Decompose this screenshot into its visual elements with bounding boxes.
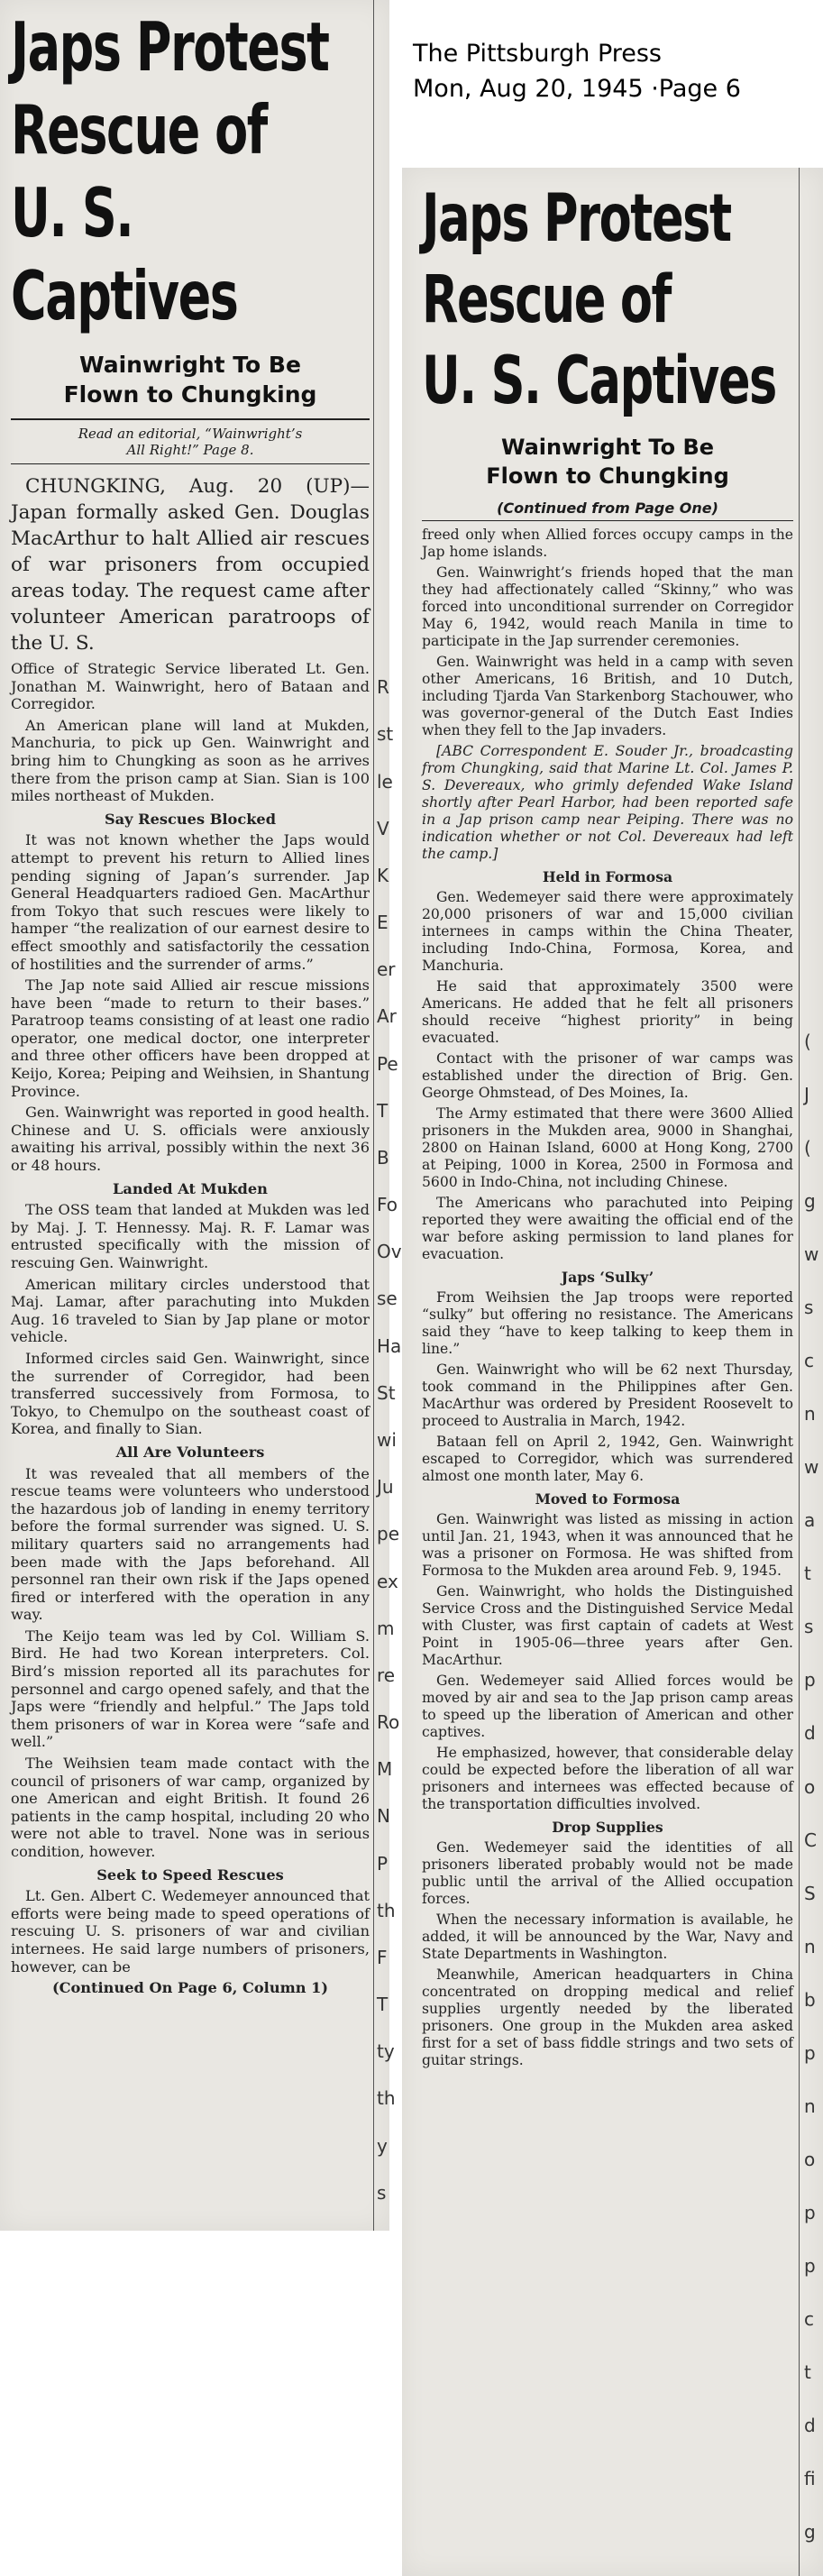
continued-line: (Continued On Page 6, Column 1)	[51, 1979, 329, 1997]
paragraph: Gen. Wainwright’s friends hoped that the man they had affectionately called “Skinny,” who was forced into unconditional surrender on Corregidor May 6, 1942, would reach Manila in time to participate in the Jap surrender ceremonies.	[422, 564, 793, 649]
paragraph: Gen. Wainwright was listed as missing in action until Jan. 21, 1943, when it was announced that he was a prisoner on Formosa. He was shifted from Formosa to the Mukden area around Feb. 9, 1945.	[422, 1511, 793, 1579]
adjacent-column-fragments	[377, 0, 402, 2231]
paragraph: When the necessary information is available, he added, it will be announced by the War, Navy and State Departments in Washington.	[422, 1911, 793, 1962]
cropped-text-fragment: wi	[377, 1429, 397, 1451]
cropped-text-fragment: c	[804, 1350, 814, 1372]
paragraph: An American plane will land at Mukden, Manchuria, to pick up Gen. Wainwright and bring him to Chungking as soon as he arrives there from the prison camp at Sian. Sian is 100 miles northeast of Mukden.	[11, 716, 370, 805]
cropped-text-fragment: (	[804, 1137, 811, 1160]
cropped-text-fragment: pe	[377, 1523, 399, 1545]
headline-line: U. S. Captives	[11, 173, 238, 335]
lead-paragraph	[11, 473, 370, 656]
front-body	[11, 660, 370, 1997]
headline-line: Japs Protest	[422, 180, 731, 257]
cropped-text-fragment: s	[377, 2181, 387, 2204]
cropped-text-fragment: fi	[804, 2467, 816, 2489]
cropped-text-fragment: P	[377, 1852, 389, 1875]
jump-page-clipping	[402, 168, 823, 2576]
cropped-text-fragment: b	[804, 1988, 816, 2011]
cropped-text-fragment: th	[377, 2087, 396, 2110]
subhead: Japs ‘Sulky’	[561, 1269, 654, 1286]
cropped-text-fragment: t	[804, 2361, 811, 2383]
cropped-text-fragment: g	[804, 1190, 816, 1213]
subhead: Landed At Mukden	[113, 1179, 268, 1197]
cropped-text-fragment: o	[804, 2148, 816, 2170]
cropped-text-fragment: Ha	[377, 1334, 402, 1357]
front-page-clipping	[0, 0, 402, 2231]
jump-article	[422, 179, 793, 2073]
lead-text: CHUNGKING, Aug. 20 (UP)—Japan formally asked Gen. Douglas MacArthur to halt Allied air rescues of war prisoners from occupied areas today. The request came after volunteer American paratroops of the U. S.	[11, 475, 370, 655]
editorial-note	[11, 426, 370, 458]
cropped-text-fragment: o	[804, 1775, 816, 1798]
cropped-text-fragment: a	[804, 1509, 816, 1532]
rule	[11, 463, 370, 464]
paragraph: Gen. Wainwright was held in a camp with seven other Americans, 16 British, and 10 Dutch, including Tjarda Van Starkenborg Stachouwer, who was governor-general of the Dutch East Indies when they fell to the Jap invaders.	[422, 654, 793, 738]
cropped-text-fragment: E	[377, 912, 389, 934]
cropped-text-fragment: B	[377, 1146, 389, 1169]
paragraph: The Army estimated that there were 3600 Allied prisoners in the Mukden area, 9000 in Shanghai, 2800 on Hainan Island, 6000 at Hong Kong, 2700 at Peiping, 1000 in Korea, 2500 in Formosa and 5600 in Indo-China, not including Chinese.	[422, 1105, 793, 1190]
paragraph: The Weihsien team made contact with the council of prisoners of war camp, organized by one American and eight British. It found 26 patients in the camp hospital, including 20 who were not able to travel. None was in serious condition, however.	[11, 1755, 370, 1860]
paragraph: Gen. Wedemeyer said Allied forces would be moved by air and sea to the Jap prison camp areas to speed up the liberation of American and other captives.	[422, 1673, 793, 1740]
cropped-text-fragment: K	[377, 864, 389, 886]
paragraph: Bataan fell on April 2, 1942, Gen. Wainwright escaped to Corregidor, which was surrendered almost one month later, May 6.	[422, 1434, 793, 1484]
adjacent-column-fragments	[804, 168, 823, 2576]
cropped-text-fragment: p	[804, 2201, 816, 2223]
deck-line: Flown to Chungking	[486, 463, 729, 489]
paragraph: Meanwhile, American headquarters in China concentrated on dropping medical and relief supplies urgently needed by the liberated prisoners. One group in the Mukden area asked first for a set of bass fiddle strings and two sets of guitar strings.	[422, 1966, 793, 2068]
cropped-text-fragment: s	[804, 1297, 814, 1319]
cropped-text-fragment: g	[804, 2520, 816, 2543]
cropped-text-fragment: d	[804, 1722, 816, 1745]
jump-body	[422, 527, 793, 2069]
cropped-text-fragment: se	[377, 1288, 398, 1310]
headline-line: Japs Protest	[11, 7, 329, 87]
publication-dateline: Mon, Aug 20, 1945 ·Page 6	[413, 75, 741, 104]
cropped-text-fragment: le	[377, 770, 393, 793]
cropped-text-fragment: d	[804, 2414, 816, 2436]
cropped-text-fragment: ty	[377, 2040, 395, 2063]
jump-headline	[422, 179, 785, 422]
cropped-text-fragment: Ju	[377, 1476, 394, 1499]
cropped-text-fragment: T	[377, 1099, 389, 1122]
cropped-text-fragment: Pe	[377, 1052, 398, 1075]
rule	[11, 418, 370, 420]
column-divider	[799, 168, 800, 2576]
cropped-text-fragment: S	[804, 1882, 816, 1904]
subhead: Moved to Formosa	[535, 1490, 681, 1508]
paragraph: It was revealed that all members of the rescue teams were volunteers who understood the hazardous job of landing in enemy territory before the formal surrender was signed. U. S. military quarters said no arrangements had been made with the Japs beforehand. All personnel ran their own risk if the Japs opened fired or interfered with the operation in any way.	[11, 1464, 370, 1624]
subhead: All Are Volunteers	[115, 1443, 265, 1461]
cropped-text-fragment: ex	[377, 1570, 398, 1592]
cropped-text-fragment: N	[377, 1805, 390, 1828]
cropped-text-fragment: Fo	[377, 1194, 398, 1216]
cropped-text-fragment: w	[804, 1243, 819, 1266]
paragraph: Informed circles said Gen. Wainwright, since the surrender of Corregidor, had been transferred successively from Formosa, to Tokyo, to Chemulpo on the southeast coast of Korea, and finally to Sian.	[11, 1349, 370, 1438]
cropped-text-fragment: Ov	[377, 1241, 402, 1263]
cropped-text-fragment: st	[377, 723, 394, 746]
paragraph: Lt. Gen. Albert C. Wedemeyer announced that efforts were being made to speed operations of rescuing U. S. prisoners of war and civilian internees. He said large numbers of prisoners, however, can be	[11, 1887, 370, 1976]
cropped-text-fragment: J	[804, 1084, 809, 1106]
paragraph: The Keijo team was led by Col. William S. Bird. He had two Korean interpreters. Col. Bird’s mission reported all its parachutes for personnel and cargo opened safely, and that the Japs were “friendly and helpful.” The Japs told them prisoners of war in Korea were “safe and well.”	[11, 1627, 370, 1751]
cropped-text-fragment: th	[377, 1899, 396, 1921]
continued-from-line: (Continued from Page One)	[497, 500, 718, 517]
cropped-text-fragment: C	[804, 1829, 817, 1851]
cropped-text-fragment: c	[804, 2307, 814, 2330]
cropped-text-fragment: p	[804, 2041, 816, 2064]
cropped-text-fragment: n	[804, 1403, 816, 1426]
clipping-caption	[413, 36, 823, 106]
cropped-text-fragment: p	[804, 1669, 816, 1691]
editorial-note-line: All Right!” Page 8.	[126, 442, 254, 458]
cropped-text-fragment: re	[377, 1664, 396, 1686]
rule	[422, 520, 793, 521]
cropped-text-fragment: T	[377, 1994, 389, 2016]
cropped-text-fragment: t	[804, 1563, 811, 1585]
paragraph: American military circles understood that Maj. Lamar, after parachuting into Mukden Aug. 16 traveled to Sian by Jap plane or motor vehicle.	[11, 1275, 370, 1346]
deck-line: Flown to Chungking	[63, 381, 317, 408]
paragraph: It was not known whether the Japs would attempt to prevent his return to Allied lines pending signing of Japan’s surrender. Jap General Headquarters radioed Gen. MacArthur from Tokyo that such rescues were likely to hamper “the realization of our earnest desire to effect smoothly and satisfactorily the cessation of hostilities and the surrender of arms.”	[11, 831, 370, 973]
cropped-text-fragment: (	[804, 1031, 811, 1053]
subhead: Held in Formosa	[542, 868, 673, 885]
paragraph: Gen. Wainwright who will be 62 next Thursday, took command in the Philippines after Gen. MacArthur was ordered by President Roosevelt to proceed to Australia in March, 1942.	[422, 1361, 793, 1429]
paragraph: Gen. Wedemeyer said there were approximately 20,000 prisoners of war and 15,000 civilian internees in camps within the China Theater, including Indo-China, Formosa, Korea, and Manchuria.	[422, 889, 793, 974]
cropped-text-fragment: n	[804, 2095, 816, 2117]
paragraph: Contact with the prisoner of war camps was established under the direction of Brig. Gen. George Ohmstead, of Des Moines, Ia.	[422, 1050, 793, 1101]
editorial-note-line: Read an editorial, “Wainwright’s	[78, 426, 303, 442]
paragraph: He emphasized, however, that considerable delay could be expected before the liberation of all war prisoners and internees was effected because of the transportation difficulties involved.	[422, 1745, 793, 1812]
paragraph: Office of Strategic Service liberated Lt. Gen. Jonathan M. Wainwright, hero of Bataan and Corregidor.	[11, 660, 370, 713]
front-headline	[11, 5, 374, 337]
paragraph: Gen. Wedemeyer said the identities of all prisoners liberated probably would not be made public until the arrival of the Allied occupation forces.	[422, 1839, 793, 1907]
cropped-text-fragment: n	[804, 1935, 816, 1957]
subhead: Seek to Speed Rescues	[96, 1866, 284, 1884]
cropped-text-fragment: V	[377, 817, 389, 839]
cropped-text-fragment: R	[377, 676, 389, 699]
paragraph: The OSS team that landed at Mukden was led by Maj. J. T. Hennessy. Maj. R. F. Lamar was entrusted specifically with the mission of rescuing Gen. Wainwright.	[11, 1201, 370, 1271]
cropped-text-fragment: m	[377, 1617, 395, 1639]
cropped-text-fragment: y	[377, 2134, 388, 2157]
cropped-text-fragment: Ro	[377, 1711, 400, 1734]
headline-line: Rescue of	[422, 261, 671, 338]
abc-correspondent-note: [ABC Correspondent E. Souder Jr., broadcasting from Chungking, said that Marine Lt. Col. James P. S. Devereaux, who grimly defended Wake Island shortly after Pearl Harbor, had been reported safe in a Jap prison camp near Peiping. There was no indication whether or not Col. Devereaux had left the camp.]	[422, 743, 793, 862]
deck-line: Wainwright To Be	[500, 435, 715, 460]
paragraph: He said that approximately 3500 were Americans. He added that he felt all prisoners should receive “highest priority” in being evacuated.	[422, 978, 793, 1046]
front-article	[11, 5, 370, 1997]
cropped-text-fragment: w	[804, 1456, 819, 1479]
paragraph: Gen. Wainwright, who holds the Distinguished Service Cross and the Distinguished Service Medal with Cluster, was first captain of cadets at West Point in 1905-06—three years after Gen. MacArthur.	[422, 1583, 793, 1668]
cropped-text-fragment: er	[377, 958, 396, 981]
deck-line: Wainwright To Be	[79, 352, 301, 378]
cropped-text-fragment: p	[804, 2254, 816, 2277]
paragraph: The Americans who parachuted into Peiping reported they were awaiting the official end of the war before asking permission to land planes for evacuation.	[422, 1195, 793, 1262]
headline-line: Rescue of	[11, 90, 267, 170]
paragraph: freed only when Allied forces occupy camps in the Jap home islands.	[422, 527, 793, 560]
publication-name: The Pittsburgh Press	[413, 40, 662, 68]
subhead: Say Rescues Blocked	[104, 810, 277, 828]
subhead: Drop Supplies	[552, 1819, 663, 1836]
cropped-text-fragment: F	[377, 1946, 388, 1968]
cropped-text-fragment: St	[377, 1381, 396, 1404]
paragraph: From Weihsien the Jap troops were reported “sulky” but offering no resistance. The Americans said they “have to keep talking to keep them in line.”	[422, 1289, 793, 1357]
front-deck	[11, 350, 370, 409]
cropped-text-fragment: M	[377, 1758, 393, 1781]
cropped-text-fragment: s	[804, 1616, 814, 1638]
cropped-text-fragment: Ar	[377, 1005, 397, 1028]
paragraph: Gen. Wainwright was reported in good health. Chinese and U. S. officials were anxiously awaiting his arrival, possibly within the next 36 or 48 hours.	[11, 1104, 370, 1175]
paragraph: The Jap note said Allied air rescue missions have been “made to return to their bases.” Paratroop teams consisting of at least one radio operator, one medical doctor, one interpreter and three other officers have been dropped at Keijo, Korea; Peiping and Weihsien, in Shantung Province.	[11, 976, 370, 1100]
headline-line: U. S. Captives	[422, 343, 776, 419]
jump-deck	[422, 433, 793, 490]
